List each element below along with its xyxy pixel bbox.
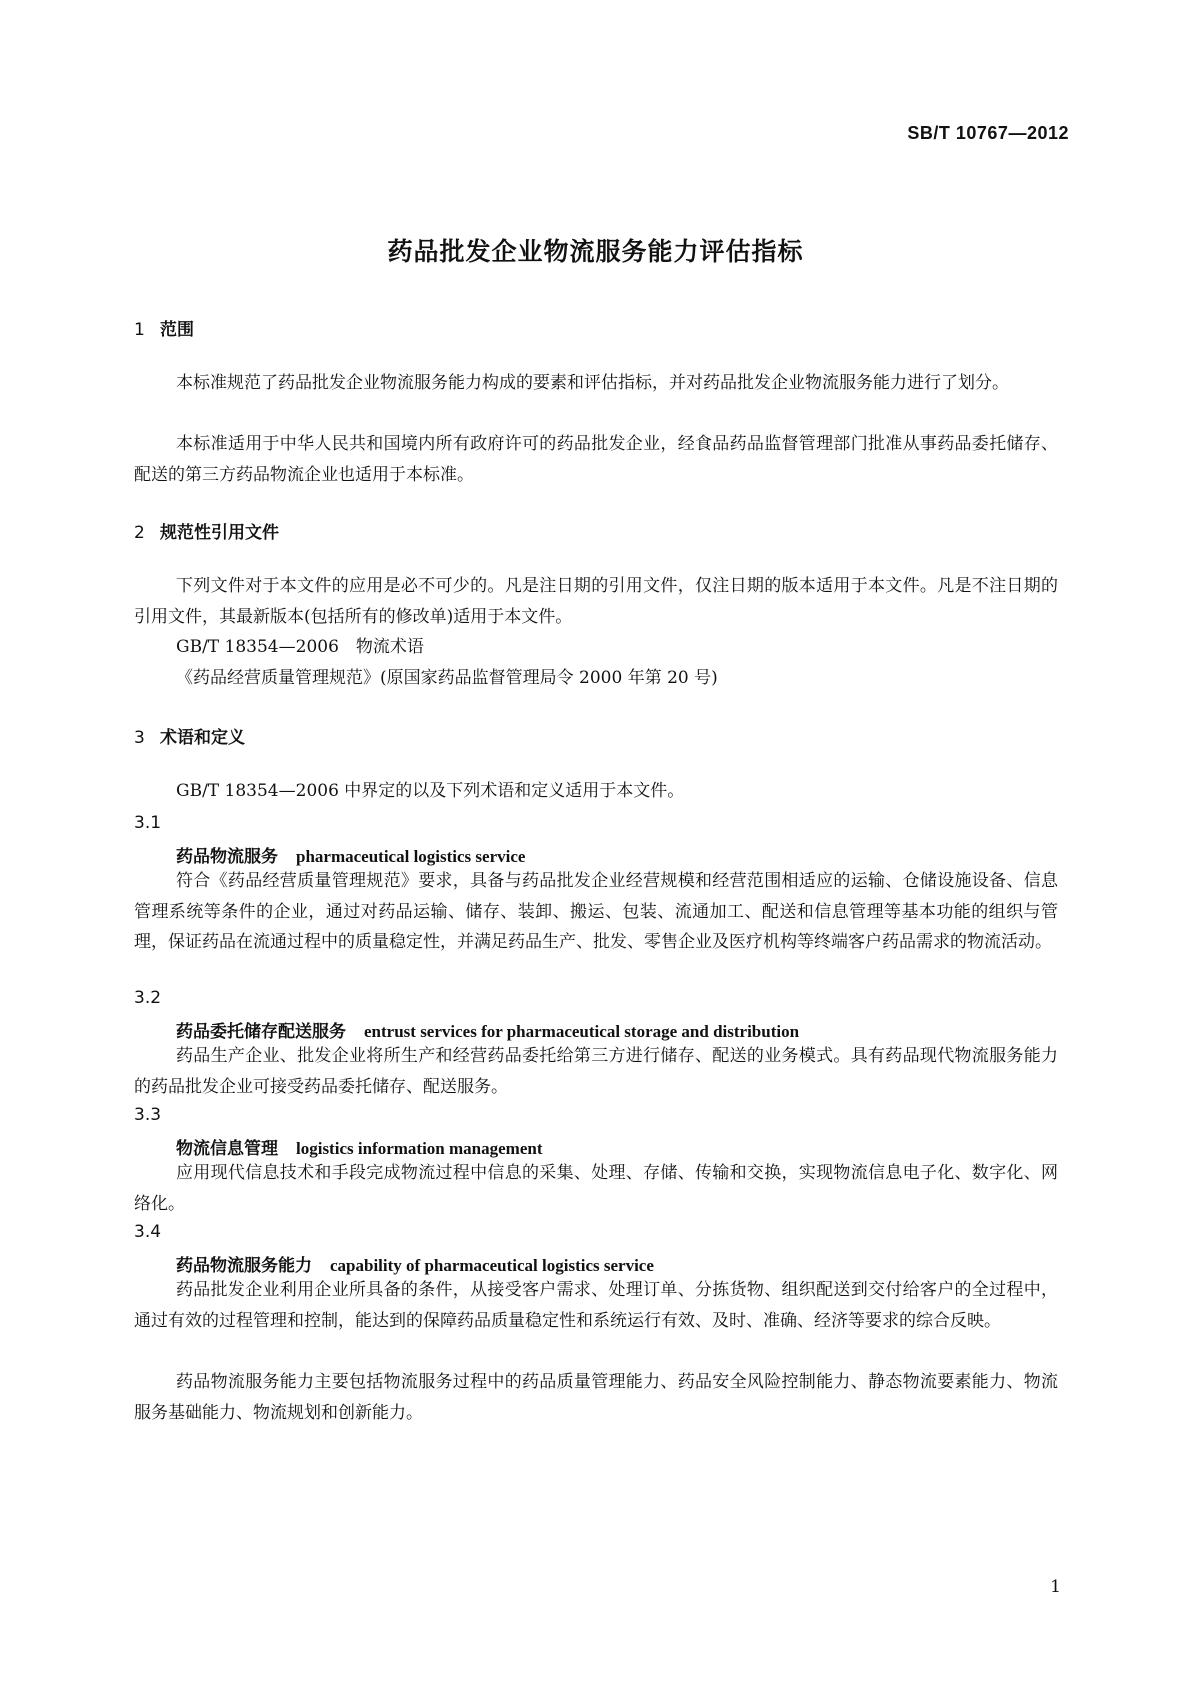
paragraph: 本标准适用于中华人民共和国境内所有政府许可的药品批发企业，经食品药品监督管理部门批准从事药品委托储存、配送的第三方药品物流企业也适用于本标准。 (134, 434, 1058, 485)
term-chinese: 药品物流服务能力 (176, 1256, 312, 1276)
term-number: 3.4 (134, 1222, 162, 1242)
term-heading (176, 1017, 799, 1042)
paragraph: 下列文件对于本文件的应用是必不可少的。凡是注日期的引用文件，仅注日期的版本适用于本文件。凡是不注日期的引用文件，其最新版本(包括所有的修改单)适用于本文件。 (134, 576, 1058, 627)
section-2-heading (134, 518, 279, 543)
document-title: 药品批发企业物流服务能力评估指标 (387, 237, 804, 266)
section-title: 术语和定义 (160, 728, 245, 748)
section-1-heading (134, 315, 194, 340)
term-english: logistics information management (296, 1139, 543, 1158)
term-english: entrust services for pharmaceutical storage and distribution (364, 1022, 800, 1041)
term-chinese: 物流信息管理 (176, 1139, 278, 1159)
term-number: 3.2 (134, 988, 162, 1008)
term-chinese: 药品委托储存配送服务 (176, 1022, 346, 1042)
section-number: 2 (134, 523, 145, 543)
paragraph: 应用现代信息技术和手段完成物流过程中信息的采集、处理、存储、传输和交换，实现物流信息电子化、数字化、网络化。 (134, 1163, 1058, 1214)
term-english: capability of pharmaceutical logistics service (330, 1256, 654, 1275)
reference-item: GB/T 18354—2006 物流术语 (176, 637, 424, 657)
term-chinese: 药品物流服务 (176, 847, 278, 867)
paragraph: 药品物流服务能力主要包括物流服务过程中的药品质量管理能力、药品安全风险控制能力、静态物流要素能力、物流服务基础能力、物流规划和创新能力。 (134, 1372, 1058, 1423)
term-heading (176, 1134, 542, 1159)
paragraph: 符合《药品经营质量管理规范》要求，具备与药品批发企业经营规模和经营范围相适应的运输、仓储设施设备、信息管理系统等条件的企业，通过对药品运输、储存、装卸、搬运、包装、流通加工、配送和信息管理等基本功能的组织与管理，保证药品在流通过程中的质量稳定性，并满足药品生产、批发、零售企业及医疗机构等终端客户药品需求的物流活动。 (134, 871, 1058, 952)
paragraph: 药品批发企业利用企业所具备的条件，从接受客户需求、处理订单、分拣货物、组织配送到交付给客户的全过程中，通过有效的过程管理和控制，能达到的保障药品质量稳定性和系统运行有效、及时、准确、经济等要求的综合反映。 (134, 1280, 1058, 1331)
paragraph: GB/T 18354—2006 中界定的以及下列术语和定义适用于本文件。 (176, 781, 685, 801)
section-number: 1 (134, 320, 145, 340)
section-title: 范围 (160, 320, 194, 340)
term-heading (176, 1251, 654, 1276)
page-number: 1 (1050, 1577, 1061, 1597)
term-number: 3.1 (134, 813, 162, 833)
term-english: pharmaceutical logistics service (296, 847, 526, 866)
reference-item: 《药品经营质量管理规范》(原国家药品监督管理局令 2000 年第 20 号) (176, 668, 718, 688)
section-number: 3 (134, 728, 145, 748)
term-number: 3.3 (134, 1105, 162, 1125)
section-title: 规范性引用文件 (160, 523, 279, 543)
paragraph: 本标准规范了药品批发企业物流服务能力构成的要素和评估指标，并对药品批发企业物流服务能力进行了划分。 (176, 373, 1009, 393)
paragraph: 药品生产企业、批发企业将所生产和经营药品委托给第三方进行储存、配送的业务模式。具有药品现代物流服务能力的药品批发企业可接受药品委托储存、配送服务。 (134, 1046, 1058, 1097)
standard-code: SB/T 10767—2012 (907, 123, 1069, 143)
term-heading (176, 842, 525, 867)
section-3-heading (134, 723, 245, 748)
